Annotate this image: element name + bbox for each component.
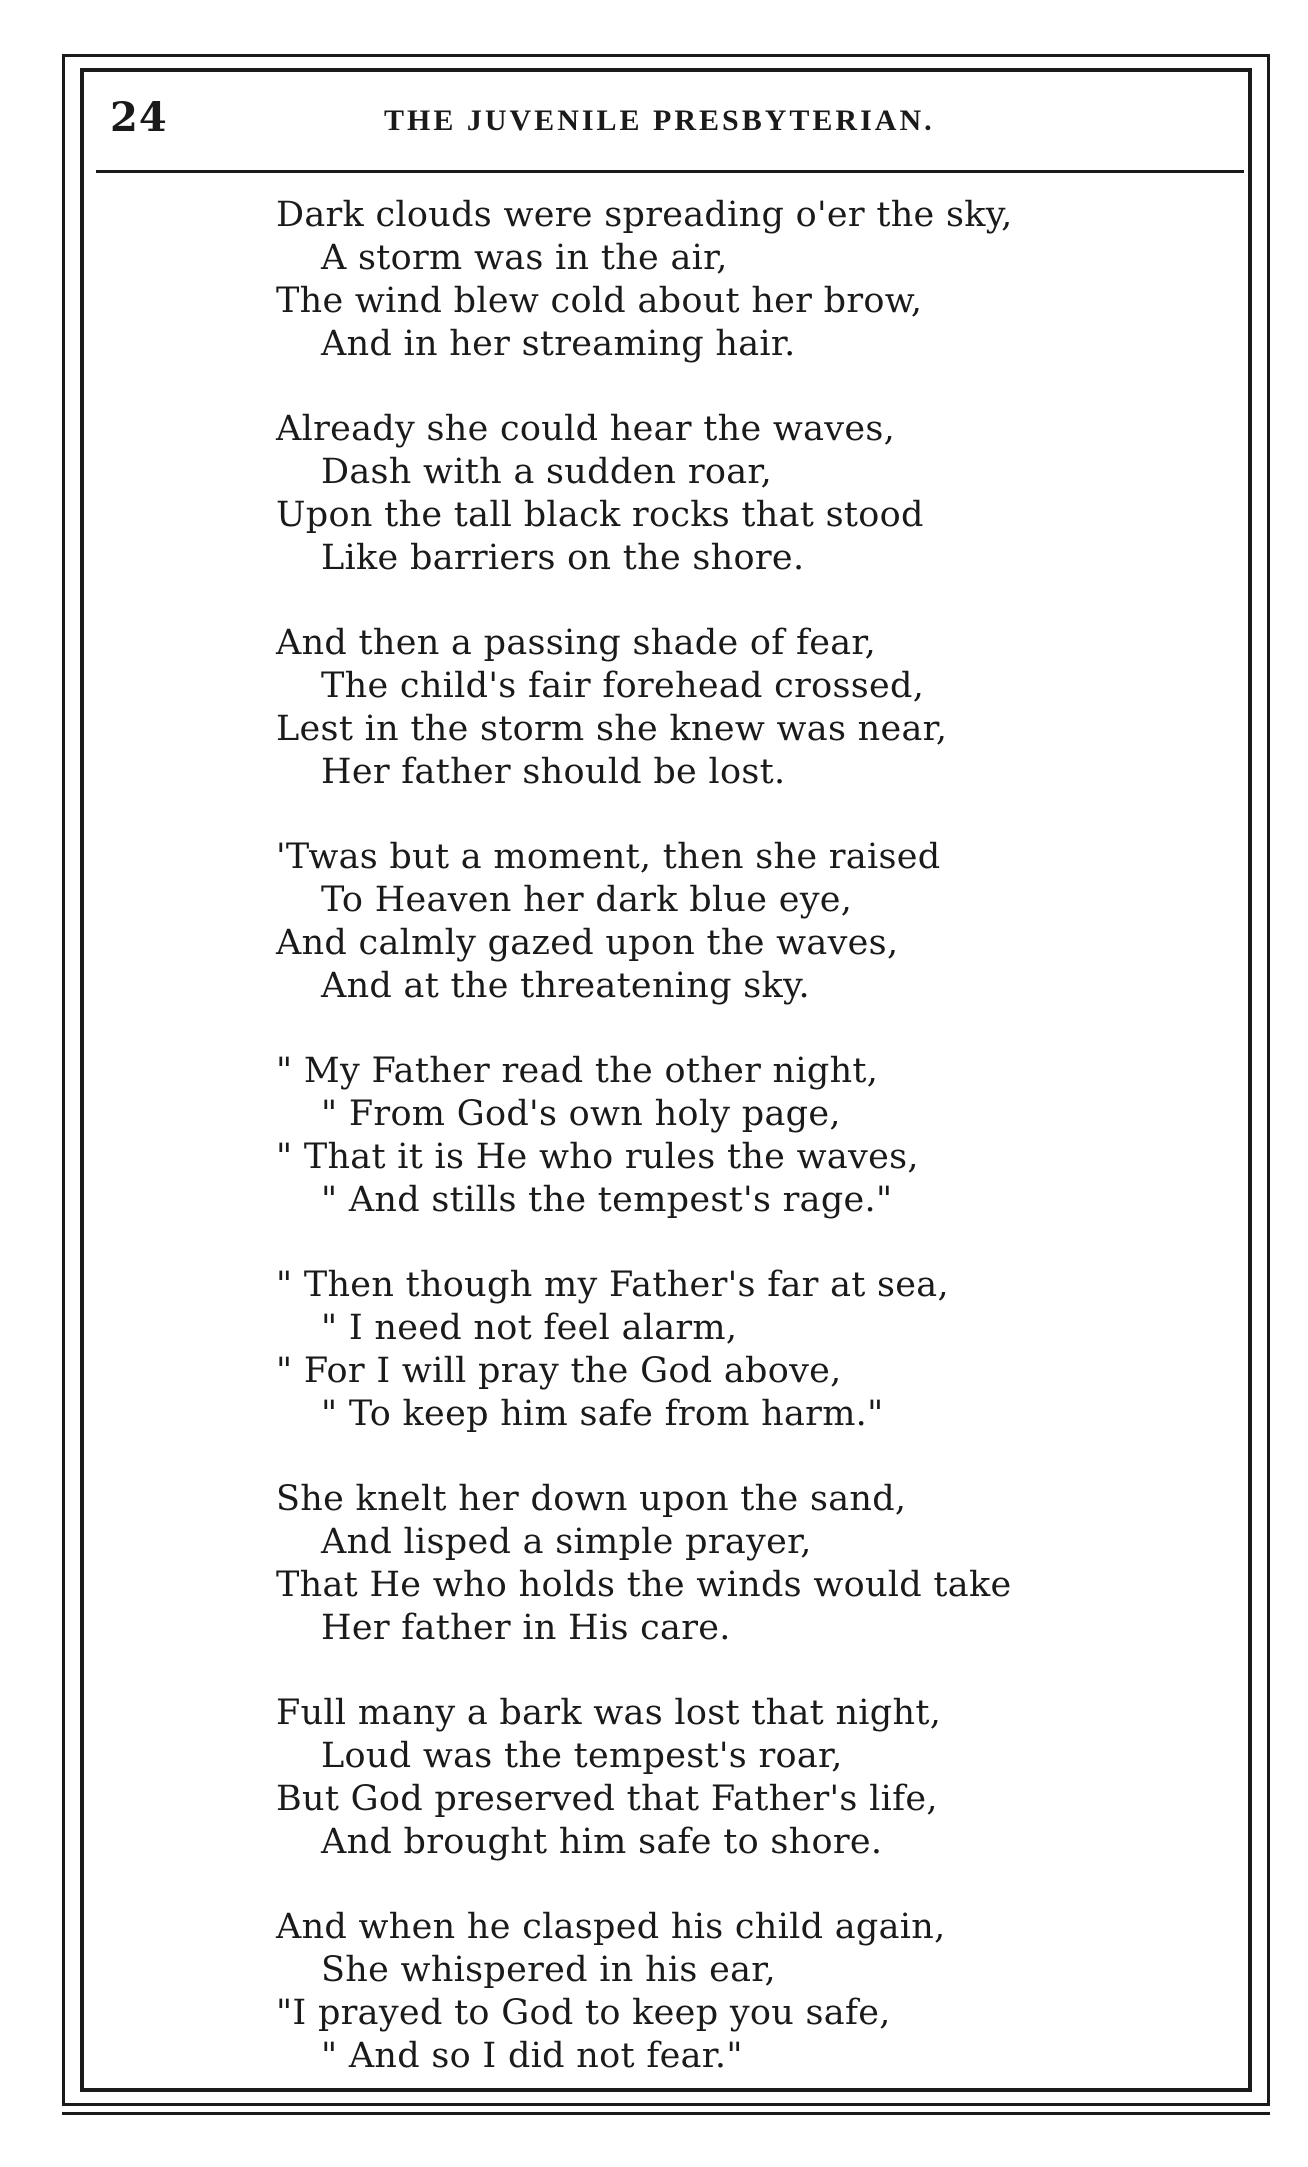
poem-line: Lest in the storm she knew was near, <box>276 709 948 749</box>
poem-line: To Heaven her dark blue eye, <box>321 880 853 920</box>
page-header <box>84 86 1248 156</box>
poem-line: " I need not feel alarm, <box>321 1308 738 1348</box>
poem-line: And lisped a simple prayer, <box>321 1522 812 1562</box>
page-number: 24 <box>110 94 168 141</box>
poem-line: The child's fair forehead crossed, <box>321 666 925 706</box>
poem-line: And when he clasped his child again, <box>276 1907 946 1947</box>
poem-line: Already she could hear the waves, <box>276 409 896 449</box>
poem-line: Upon the tall black rocks that stood <box>276 495 924 535</box>
stanza <box>276 194 1196 366</box>
stanza <box>276 836 1196 1008</box>
poem-line: Dash with a sudden roar, <box>321 452 773 492</box>
poem-line: A storm was in the air, <box>321 238 728 278</box>
stanza <box>276 1692 1196 1864</box>
poem-line: And at the threatening sky. <box>321 966 810 1006</box>
poem-line: But God preserved that Father's life, <box>276 1779 938 1819</box>
poem-line: Like barriers on the shore. <box>321 538 805 578</box>
poem-line: " That it is He who rules the waves, <box>276 1137 919 1177</box>
poem-line: Her father should be lost. <box>321 752 786 792</box>
poem-line: Full many a bark was lost that night, <box>276 1693 942 1733</box>
stanza <box>276 622 1196 794</box>
poem-line: And brought him safe to shore. <box>321 1822 883 1862</box>
poem-line: " To keep him safe from harm." <box>321 1394 884 1434</box>
poem-line: " From God's own holy page, <box>321 1094 841 1134</box>
poem-line: And then a passing shade of fear, <box>276 623 876 663</box>
poem-line: Her father in His care. <box>321 1608 731 1648</box>
poem-line: And calmly gazed upon the waves, <box>276 923 899 963</box>
running-title: THE JUVENILE PRESBYTERIAN. <box>384 104 935 137</box>
poem-line: 'Twas but a moment, then she raised <box>276 837 941 877</box>
poem-line: " For I will pray the God above, <box>276 1351 842 1391</box>
poem-line: " And stills the tempest's rage." <box>321 1180 893 1220</box>
poem-line: She whispered in his ear, <box>321 1950 776 1990</box>
poem-line: She knelt her down upon the sand, <box>276 1479 907 1519</box>
stanza <box>276 408 1196 580</box>
poem-line: " Then though my Father's far at sea, <box>276 1265 949 1305</box>
poem-line: " My Father read the other night, <box>276 1051 879 1091</box>
poem-line: Dark clouds were spreading o'er the sky, <box>276 195 1013 235</box>
header-rule <box>96 170 1244 173</box>
stanza <box>276 1050 1196 1222</box>
stanza <box>276 1478 1196 1650</box>
poem-line: That He who holds the winds would take <box>276 1565 1012 1605</box>
poem-line: "I prayed to God to keep you safe, <box>276 1993 891 2033</box>
poem-line: And in her streaming hair. <box>321 324 796 364</box>
poem-line: " And so I did not fear." <box>321 2036 743 2076</box>
stanza <box>276 1906 1196 2078</box>
poem <box>276 194 1196 2120</box>
poem-line: The wind blew cold about her brow, <box>276 281 923 321</box>
poem-line: Loud was the tempest's roar, <box>321 1736 843 1776</box>
stanza <box>276 1264 1196 1436</box>
